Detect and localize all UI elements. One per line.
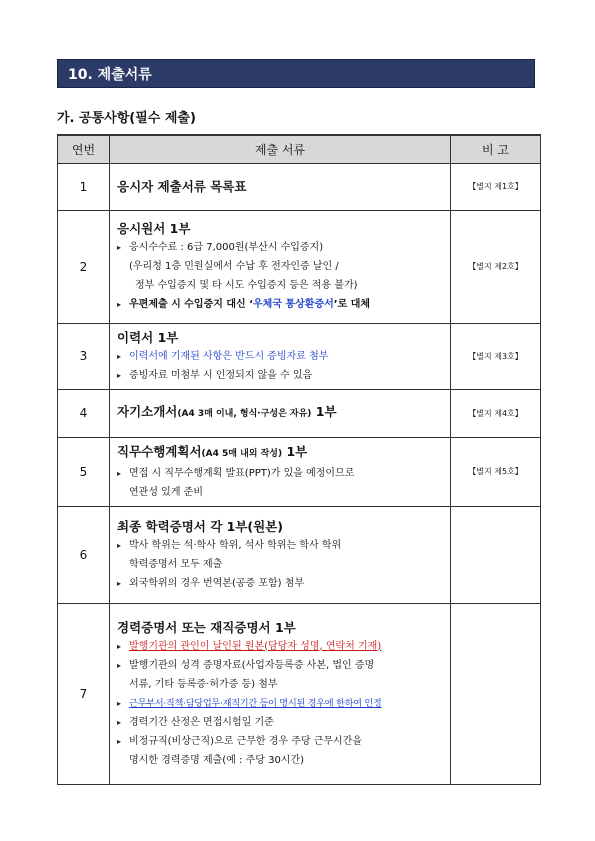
row-number: 7 [58, 603, 110, 784]
documents-table [57, 134, 541, 785]
title-tail: 1부 [282, 443, 308, 459]
header-number: 연번 [58, 135, 110, 163]
row-content [110, 506, 451, 603]
row-number: 5 [58, 437, 110, 506]
bullet-item: ▸ 이력서에 기재된 사항은 반드시 증빙자료 첨부 [117, 347, 444, 366]
header-note: 비 고 [451, 135, 541, 163]
bullet-continuation: 정부 수입증지 및 타 시도 수입증지 등은 적용 불가) [135, 280, 358, 291]
subsection-title: 가. 공통사항(필수 제출) [57, 111, 196, 126]
row-number: 3 [58, 323, 110, 389]
table-row [58, 603, 541, 784]
table-row [58, 163, 541, 210]
row-note: 【별지 제1호】 [451, 163, 541, 210]
document-title: 응시원서 1부 [117, 221, 191, 236]
bullet-text: 발행기관의 관인이 날인된 원본(담당자 성명, 연락처 기재) [129, 640, 382, 652]
title-detail: (A4 3매 이내, 형식·구성은 자유) [177, 409, 312, 419]
row-note: 【별지 제5호】 [451, 437, 541, 506]
table-header-row [58, 135, 541, 163]
header-documents: 제출 서류 [110, 135, 451, 163]
document-title: 최종 학력증명서 각 1부(원본) [117, 518, 284, 534]
bullet-text: 근무부서·직책·담당업무·재직기간 등이 명시된 경우에 한하여 인정 [129, 697, 382, 709]
row-content [110, 323, 451, 389]
table-row [58, 437, 541, 506]
row-content [110, 163, 451, 210]
row-content [110, 603, 451, 784]
bullet-item: ▸ 박사 학위는 석·학사 학위, 석사 학위는 학사 학위 [117, 536, 444, 555]
document-title: 이력서 1부 [117, 329, 179, 345]
table-row [58, 210, 541, 323]
row-content [110, 437, 451, 506]
bullet-item: ▸ 증빙자료 미첨부 시 인정되지 않을 수 있음 [117, 366, 444, 385]
row-note [451, 603, 541, 784]
bullet-item: ▸ 면접 시 직무수행계획 발표(PPT)가 있을 예정이므로 [117, 464, 444, 483]
highlight-text: 우체국 통상환증서 [253, 299, 334, 310]
bullet-continuation: 학력증명서 모두 제출 [129, 558, 223, 570]
row-note: 【별지 제3호】 [451, 323, 541, 389]
row-number: 2 [58, 210, 110, 323]
bullet-text: 우편제출 시 수입증지 대신 ‘ [129, 299, 253, 310]
bullet-item [117, 637, 444, 656]
bullet-item [117, 694, 444, 713]
document-title [117, 442, 444, 464]
document-title [117, 402, 444, 424]
row-content [110, 210, 451, 323]
section-title: 10. 제출서류 [68, 67, 152, 83]
row-note [451, 506, 541, 603]
row-number: 4 [58, 389, 110, 437]
bullet-continuation: (우리청 1층 민원실에서 수납 후 전자인증 날인 / [129, 261, 339, 272]
row-number: 1 [58, 163, 110, 210]
title-detail: (A4 5매 내외 작성) [201, 448, 283, 459]
bullet-item: ▸ 외국학위의 경우 번역본(공증 포함) 첨부 [117, 574, 444, 593]
title-main: 직무수행계획서 [117, 443, 202, 459]
bullet-item: ▸ 경력기간 산정은 면접시험일 기준 [117, 713, 444, 732]
bullet-continuation: 명시한 경력증명 제출(예 : 주당 30시간) [129, 754, 305, 766]
row-note: 【별지 제4호】 [451, 389, 541, 437]
bullet-continuation: 연관성 있게 준비 [129, 486, 203, 498]
bullet-item [117, 295, 444, 314]
table-row [58, 389, 541, 437]
document-title: 경력증명서 또는 재직증명서 1부 [117, 619, 296, 635]
bullet-item: ▸ 비정규직(비상근직)으로 근무한 경우 주당 근무시간을 [117, 732, 444, 751]
bullet-continuation: 서류, 기타 등록증·허가증 등) 첨부 [129, 678, 278, 690]
row-note: 【별지 제2호】 [451, 210, 541, 323]
document-title: 응시자 제출서류 목록표 [117, 179, 247, 194]
row-content [110, 389, 451, 437]
row-number: 6 [58, 506, 110, 603]
bullet-text: ’로 대체 [333, 299, 371, 310]
table-row [58, 506, 541, 603]
title-tail: 1부 [311, 404, 337, 419]
table-row [58, 323, 541, 389]
bullet-item: ▸ 응시수수료 : 6급 7,000원(부산시 수입증지) [117, 238, 444, 257]
section-header [57, 59, 535, 88]
bullet-item: ▸ 발행기관의 성격 증명자료(사업자등록증 사본, 법인 증명 [117, 656, 444, 675]
title-main: 자기소개서 [117, 404, 178, 419]
